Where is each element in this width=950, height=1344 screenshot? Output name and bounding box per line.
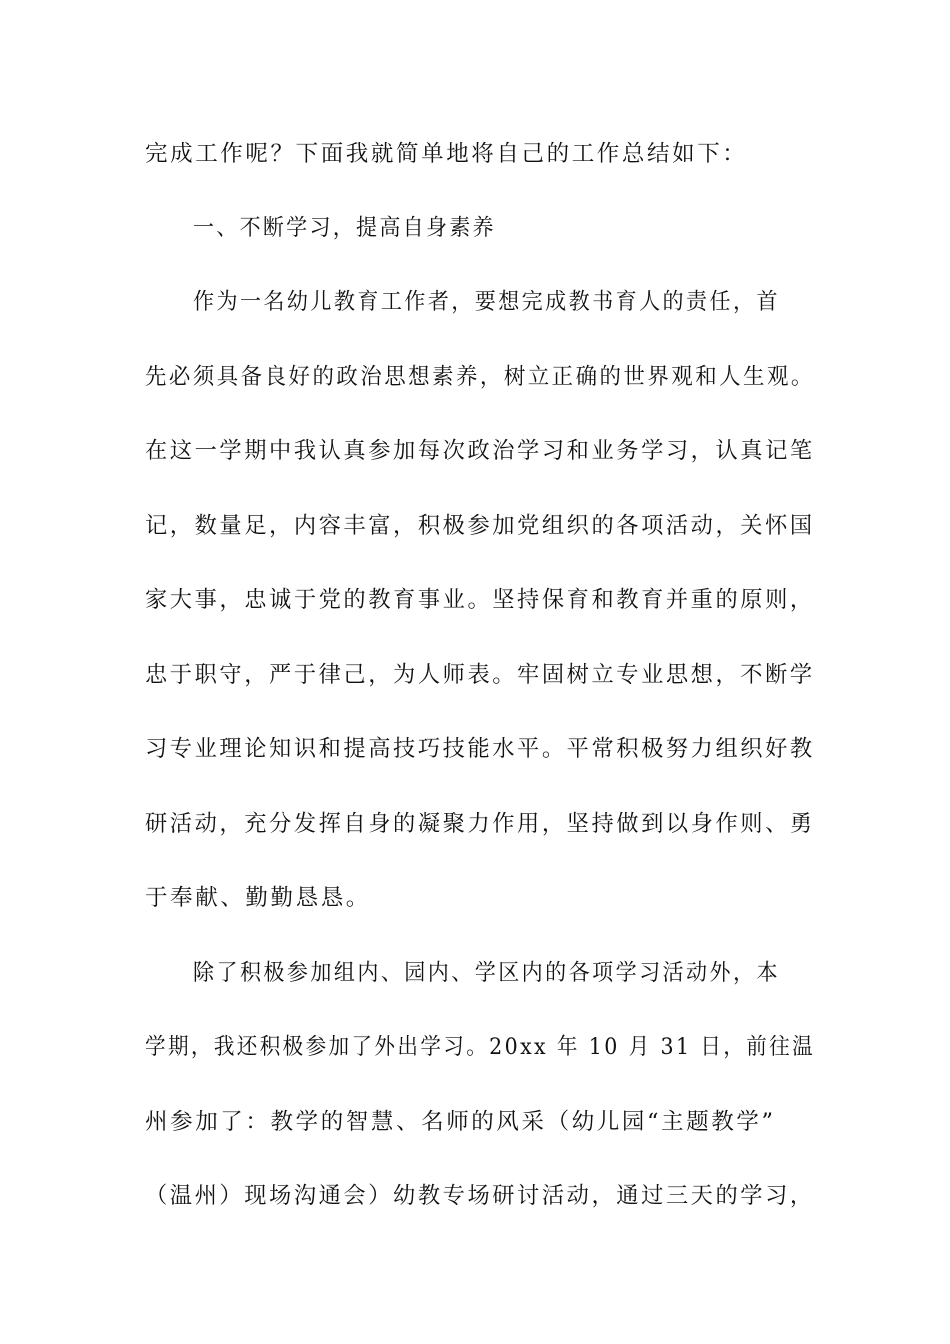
paragraph-1-line-4: 记，数量足，内容丰富，积极参加党组织的各项活动，关怀国: [145, 513, 815, 539]
paragraph-1-line-7: 习专业理论知识和提高技巧技能水平。平常积极努力组织好教: [145, 736, 815, 762]
text-line-continuation: 完成工作呢？下面我就简单地将自己的工作总结如下：: [145, 141, 748, 167]
paragraph-2-line-1: 除了积极参加组内、园内、学区内的各项学习活动外，本: [193, 960, 780, 986]
section-heading: 一、不断学习，提高自身素养: [193, 215, 496, 241]
paragraph-1-line-5: 家大事，忠诚于党的教育事业。坚持保育和教育并重的原则，: [145, 587, 815, 613]
paragraph-1-line-2: 先必须具备良好的政治思想素养，树立正确的世界观和人生观。: [145, 364, 815, 390]
paragraph-2-line-3: 州参加了：教学的智慧、名师的风采（幼儿园“主题教学”: [145, 1109, 776, 1135]
paragraph-1-line-6: 忠于职守，严于律己，为人师表。牢固树立专业思想，不断学: [145, 662, 815, 688]
paragraph-2-line-2: 学期，我还积极参加了外出学习。20xx 年 10 月 31 日，前往温: [145, 1034, 816, 1060]
paragraph-1-line-9: 于奉献、勤勤恳恳。: [145, 885, 371, 911]
paragraph-2-line-4: （温州）现场沟通会）幼教专场研讨活动，通过三天的学习，: [145, 1183, 815, 1209]
paragraph-1-line-3: 在这一学期中我认真参加每次政治学习和业务学习，认真记笔: [145, 438, 815, 464]
paragraph-1-line-8: 研活动，充分发挥自身的凝聚力作用，坚持做到以身作则、勇: [145, 811, 815, 837]
paragraph-1-line-1: 作为一名幼儿教育工作者，要想完成教书育人的责任，首: [193, 289, 780, 315]
